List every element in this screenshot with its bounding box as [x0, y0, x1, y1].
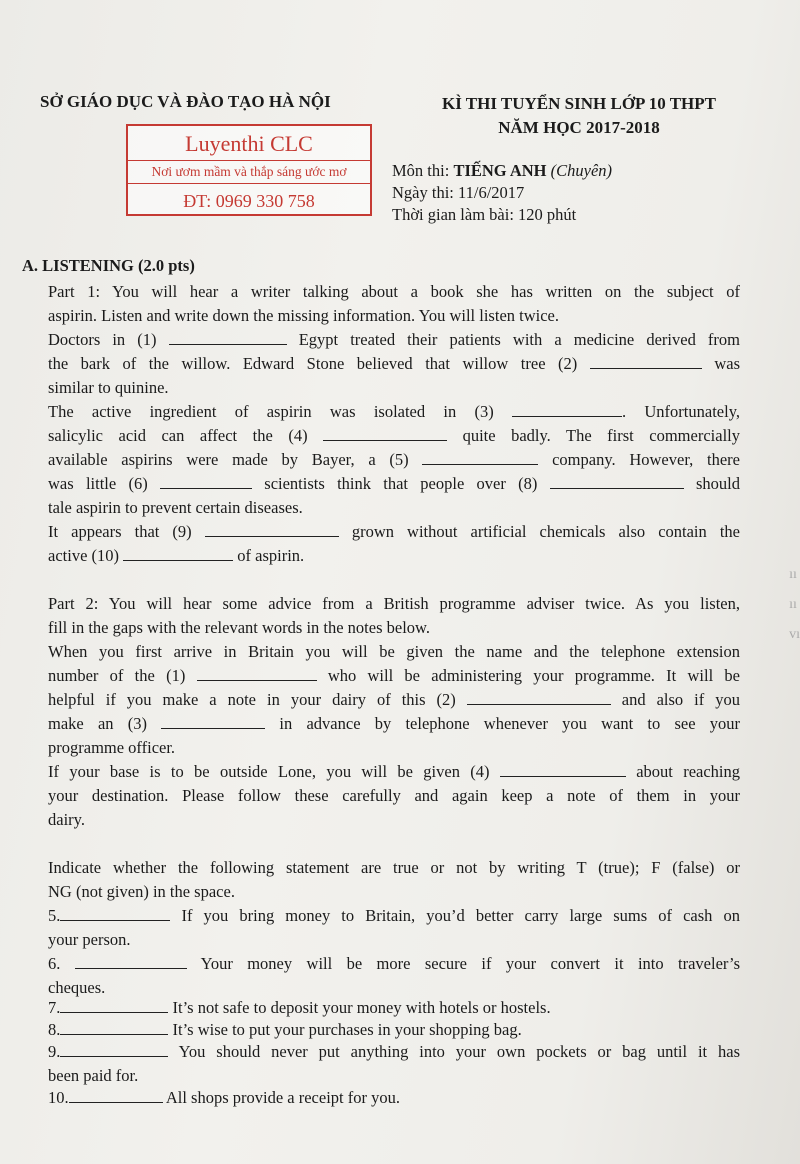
answer-blank[interactable]	[205, 522, 339, 537]
text-line	[48, 930, 740, 950]
text-line	[48, 402, 740, 422]
page-edge-marks: ıı ıı vı	[789, 567, 800, 642]
text-line	[48, 378, 740, 398]
line-text: It’s wise to put your purchases in your shopping bag.	[168, 1020, 522, 1039]
text-line	[48, 978, 740, 998]
stamp-phone: ĐT: 0969 330 758	[183, 191, 315, 211]
answer-blank[interactable]	[60, 1042, 168, 1057]
exam-date: Ngày thi: 11/6/2017	[392, 183, 525, 202]
exam-heading	[414, 92, 744, 140]
line-text: It’s not safe to deposit your money with hotels or hostels.	[168, 998, 551, 1017]
line-text: and also if you	[610, 690, 740, 709]
line-text: about reaching	[625, 762, 740, 781]
answer-blank[interactable]	[500, 762, 626, 777]
line-text: number of the (1)	[48, 666, 197, 685]
answer-blank[interactable]	[512, 402, 622, 417]
line-text: 8.	[48, 1020, 61, 1039]
answer-blank[interactable]	[550, 474, 684, 489]
line-text: tale aspirin to prevent certain diseases.	[48, 498, 303, 517]
line-text: 5.	[48, 906, 61, 925]
answer-blank[interactable]	[422, 450, 538, 465]
text-line	[48, 858, 740, 878]
line-text: When you first arrive in Britain you will be given the name and the telephone extension	[48, 642, 740, 661]
answer-blank[interactable]	[169, 330, 287, 345]
text-line	[48, 1020, 740, 1040]
text-line	[48, 306, 740, 326]
line-text: helpful if you make a note in your dairy of this (2)	[48, 690, 467, 709]
text-line	[48, 1042, 740, 1062]
line-text: If your base is to be outside Lone, you will be given (4)	[48, 762, 500, 781]
line-text: quite badly. The first commercially	[447, 426, 740, 445]
line-text: salicylic acid can affect the (4)	[48, 426, 324, 445]
line-text: who will be administering your programme. It will be	[316, 666, 741, 685]
line-text: Part 2: You will hear some advice from a British programme adviser twice. As you listen,	[48, 594, 740, 613]
line-text: the bark of the willow. Edward Stone believed that willow tree (2)	[48, 354, 590, 373]
line-text: programme officer.	[48, 738, 176, 757]
answer-blank[interactable]	[323, 426, 447, 441]
line-text: was little (6)	[48, 474, 160, 493]
text-line	[48, 762, 740, 782]
text-line	[48, 354, 740, 374]
text-line	[48, 882, 740, 902]
exam-meta	[392, 160, 612, 226]
line-text: aspirin. Listen and write down the missing information. You will listen twice.	[48, 306, 559, 325]
department-name: SỞ GIÁO DỤC VÀ ĐÀO TẠO HÀ NỘI	[40, 92, 331, 111]
line-text: make an (3)	[48, 714, 162, 733]
line-text: was	[701, 354, 740, 373]
answer-blank[interactable]	[60, 998, 168, 1013]
text-line	[48, 1066, 740, 1086]
answer-blank[interactable]	[75, 954, 187, 969]
text-line	[48, 450, 740, 470]
answer-blank[interactable]	[69, 1088, 163, 1103]
text-line	[48, 690, 740, 710]
subject-name: TIẾNG ANH	[453, 161, 547, 180]
line-text: Indicate whether the following statement are true or not by writing T (true); F (false) or	[48, 858, 740, 877]
line-text: 6.	[48, 954, 75, 973]
text-line	[48, 810, 740, 830]
answer-blank[interactable]	[60, 1020, 168, 1035]
line-text: 9.	[48, 1042, 61, 1061]
text-line	[48, 642, 740, 662]
text-line	[48, 498, 740, 518]
line-text: grown without artificial chemicals also contain the	[338, 522, 740, 541]
line-text: cheques.	[48, 978, 106, 997]
line-text: similar to quinine.	[48, 378, 169, 397]
answer-blank[interactable]	[467, 690, 611, 705]
line-text: Your money will be more secure if your convert it into traveler’s	[186, 954, 741, 973]
text-line	[48, 1088, 740, 1108]
text-line	[48, 618, 740, 638]
text-line	[48, 738, 740, 758]
line-text: The active ingredient of aspirin was isolated in (3)	[48, 402, 512, 421]
line-text: company. However, there	[538, 450, 740, 469]
line-text: should	[683, 474, 740, 493]
line-text: been paid for.	[48, 1066, 139, 1085]
answer-blank[interactable]	[197, 666, 317, 681]
line-text: available aspirins were made by Bayer, a (5)	[48, 450, 423, 469]
exam-duration: Thời gian làm bài: 120 phút	[392, 205, 577, 224]
text-line	[48, 954, 740, 974]
line-text: It appears that (9)	[48, 522, 205, 541]
text-line	[48, 522, 740, 542]
answer-blank[interactable]	[60, 906, 170, 921]
text-line	[48, 330, 740, 350]
stamp-brand: Luyenthi CLC	[185, 131, 313, 156]
text-line	[48, 282, 740, 302]
text-line	[48, 786, 740, 806]
line-text: Part 1: You will hear a writer talking about a book she has written on the subject of	[48, 282, 740, 301]
line-text: All shops provide a receipt for you.	[162, 1088, 400, 1107]
text-line	[48, 426, 740, 446]
subject-note: (Chuyên)	[550, 161, 613, 180]
text-line	[48, 714, 740, 734]
text-line	[48, 474, 740, 494]
exam-subject	[392, 160, 612, 182]
publisher-stamp	[126, 124, 372, 216]
line-text: your destination. Please follow these carefully and again keep a note of them in your	[48, 786, 740, 805]
line-text: NG (not given) in the space.	[48, 882, 235, 901]
line-text: fill in the gaps with the relevant words in the notes below.	[48, 618, 431, 637]
line-text: 7.	[48, 998, 61, 1017]
section-title: A. LISTENING (2.0 pts)	[22, 256, 195, 275]
stamp-slogan: Nơi ươm mầm và thắp sáng ước mơ	[128, 160, 370, 184]
school-year: NĂM HỌC 2017-2018	[498, 118, 660, 137]
line-text: your person.	[48, 930, 131, 949]
answer-blank[interactable]	[160, 474, 252, 489]
answer-blank[interactable]	[123, 546, 233, 561]
line-text: dairy.	[48, 810, 85, 829]
answer-blank[interactable]	[590, 354, 702, 369]
line-text: scientists think that people over (8)	[252, 474, 550, 493]
line-text: If you bring money to Britain, you’d better carry large sums of cash on	[170, 906, 740, 925]
text-line	[48, 666, 740, 686]
text-line	[48, 546, 740, 566]
line-text: of aspirin.	[233, 546, 305, 565]
answer-blank[interactable]	[161, 714, 265, 729]
line-text: Egypt treated their patients with a medicine derived from	[286, 330, 740, 349]
line-text: . Unfortunately,	[622, 402, 740, 421]
text-line	[48, 906, 740, 926]
line-text: You should never put anything into your own pockets or bag until it has	[168, 1042, 740, 1061]
subject-label: Môn thi:	[392, 161, 454, 180]
line-text: 10.	[48, 1088, 69, 1107]
exam-title: KÌ THI TUYỂN SINH LỚP 10 THPT	[442, 94, 716, 113]
text-line	[48, 594, 740, 614]
line-text: in advance by telephone whenever you want to see your	[265, 714, 740, 733]
line-text: active (10)	[48, 546, 124, 565]
text-line	[48, 998, 740, 1018]
line-text: Doctors in (1)	[48, 330, 169, 349]
